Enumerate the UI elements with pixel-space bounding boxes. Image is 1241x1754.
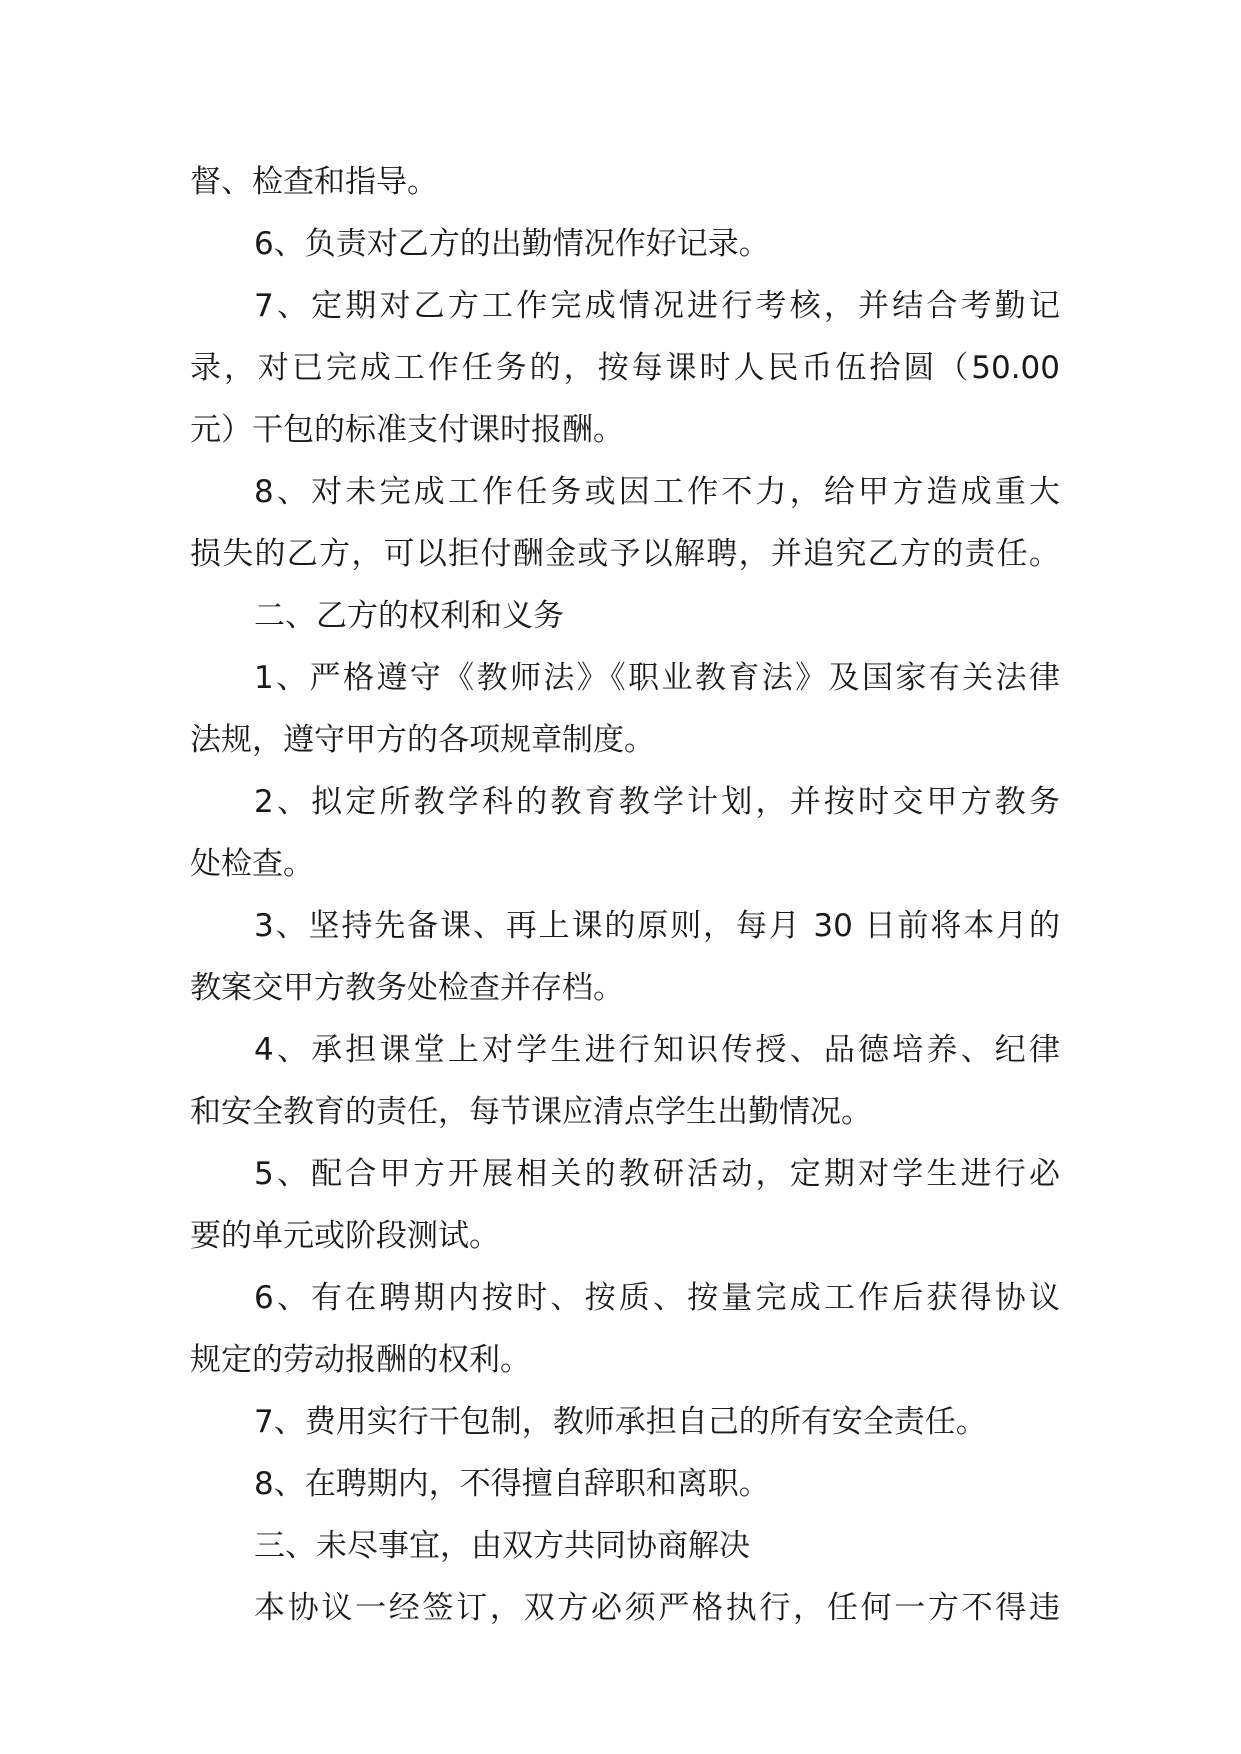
- text-line: 1、严格遵守《教师法》《职业教育法》及国家有关法律: [254, 660, 1060, 696]
- text-line: 规定的劳动报酬的权利。: [190, 1342, 531, 1378]
- text-line: 督、检查和指导。: [190, 164, 438, 200]
- text-line: 要的单元或阶段测试。: [190, 1218, 500, 1254]
- text-line: 7、费用实行干包制，教师承担自己的所有安全责任。: [254, 1404, 987, 1440]
- text-line: 和安全教育的责任，每节课应清点学生出勤情况。: [190, 1094, 872, 1130]
- text-line: 元）干包的标准支付课时报酬。: [190, 412, 624, 448]
- text-line: 本协议一经签订，双方必须严格执行，任何一方不得违: [254, 1590, 1060, 1626]
- text-line: 8、对未完成工作任务或因工作不力，给甲方造成重大: [254, 474, 1060, 510]
- text-line: 教案交甲方教务处检查并存档。: [190, 970, 624, 1006]
- text-line: 法规，遵守甲方的各项规章制度。: [190, 722, 655, 758]
- text-line: 3、坚持先备课、再上课的原则，每月 30 日前将本月的: [254, 908, 1060, 944]
- text-line: 2、拟定所教学科的教育教学计划，并按时交甲方教务: [254, 784, 1060, 820]
- text-line: 录，对已完成工作任务的，按每课时人民币伍拾圆（50.00: [190, 350, 1060, 386]
- text-line: 5、配合甲方开展相关的教研活动，定期对学生进行必: [254, 1156, 1060, 1192]
- text-line: 损失的乙方，可以拒付酬金或予以解聘，并追究乙方的责任。: [190, 536, 1060, 572]
- text-line: 6、有在聘期内按时、按质、按量完成工作后获得协议: [254, 1280, 1060, 1316]
- text-line: 6、负责对乙方的出勤情况作好记录。: [254, 226, 770, 262]
- section-heading: 三、未尽事宜，由双方共同协商解决: [254, 1528, 750, 1564]
- text-line: 7、定期对乙方工作完成情况进行考核，并结合考勤记: [254, 288, 1060, 324]
- text-line: 8、在聘期内，不得擅自辞职和离职。: [254, 1466, 770, 1502]
- text-line: 处检查。: [190, 846, 314, 882]
- text-line: 4、承担课堂上对学生进行知识传授、品德培养、纪律: [254, 1032, 1060, 1068]
- section-heading: 二、乙方的权利和义务: [254, 598, 564, 634]
